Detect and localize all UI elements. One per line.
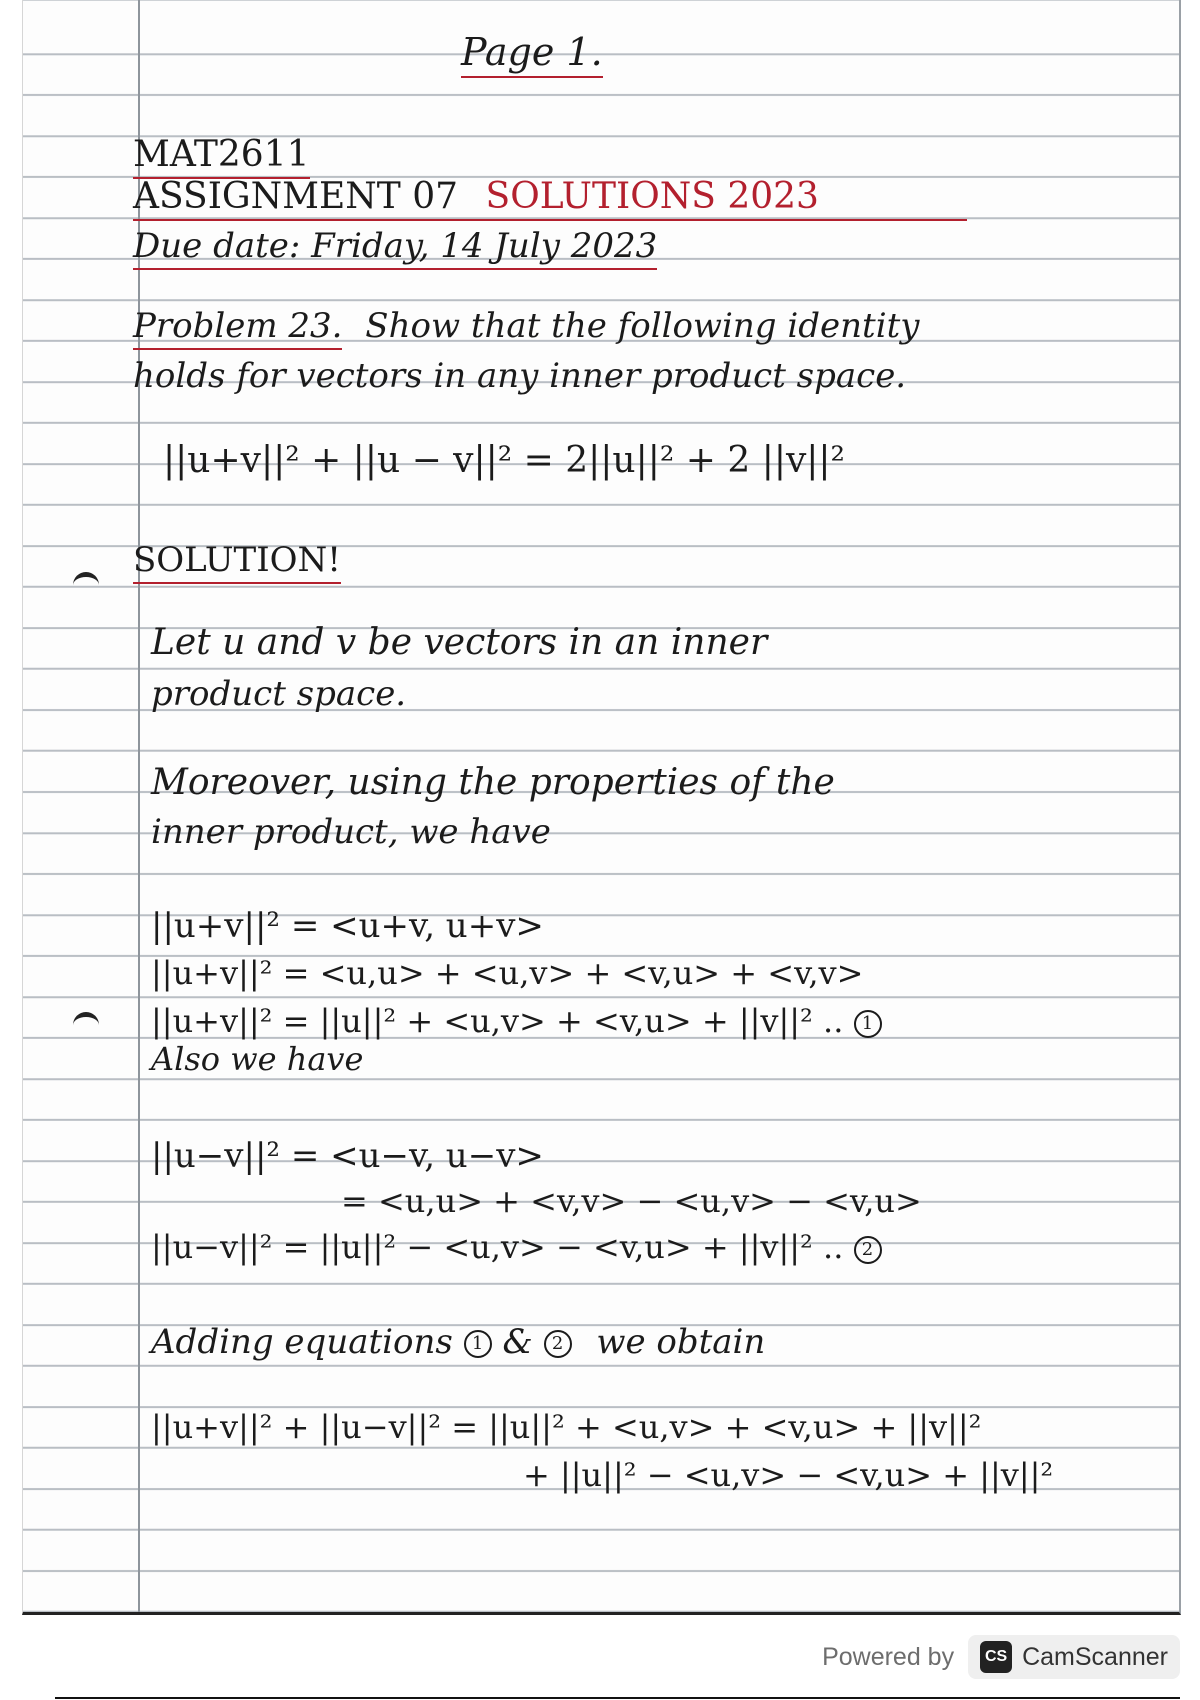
bottom-rule <box>55 1697 1180 1699</box>
binder-hole-mark <box>73 572 99 591</box>
powered-by-text: Powered by <box>822 1642 955 1671</box>
equation-a3 <box>151 1002 882 1040</box>
equation-c2: + ||u||² − <u,v> − <v,u> + ||v||² <box>523 1456 1054 1494</box>
assignment-line <box>133 176 967 221</box>
let-line-1: Let u and v be vectors in an inner <box>151 622 768 663</box>
notebook-page <box>22 0 1181 1615</box>
adding-text: Adding equations <box>151 1322 453 1362</box>
assignment-title: ASSIGNMENT 07 <box>133 176 459 217</box>
adding-obtain: we obtain <box>596 1322 766 1362</box>
equation-b2: = <u,u> + <v,v> − <u,v> − <v,u> <box>341 1182 922 1220</box>
adding-and: & <box>502 1322 533 1362</box>
equation-b3 <box>151 1228 882 1266</box>
binder-hole-mark <box>73 1012 99 1031</box>
moreover-line-1: Moreover, using the properties of the <box>151 762 835 803</box>
page-label: Page 1. <box>461 30 603 78</box>
due-date: Due date: Friday, 14 July 2023 <box>133 226 657 270</box>
equation-b1: ||u−v||² = <u−v, u−v> <box>151 1136 544 1176</box>
equation-c1: ||u+v||² + ||u−v||² = ||u||² + <u,v> + <v,u> + ||v||² <box>151 1408 982 1446</box>
equation-a2: ||u+v||² = <u,u> + <u,v> + <v,u> + <v,v> <box>151 954 864 992</box>
problem-text-1: Show that the following identity <box>365 306 920 346</box>
equation-tag-2: 2 <box>854 1236 882 1264</box>
equation-b3-text: ||u−v||² = ||u||² − <u,v> − <v,u> + ||v||² .. <box>151 1228 844 1266</box>
equation-a3-text: ||u+v||² = ||u||² + <u,v> + <v,u> + ||v||² .. <box>151 1002 844 1040</box>
problem-label: Problem 23. <box>133 306 342 350</box>
equation-tag-1: 1 <box>854 1010 882 1038</box>
adding-line <box>151 1322 765 1362</box>
identity-equation: ||u+v||² + ||u − v||² = 2||u||² + 2 ||v||² <box>163 440 845 481</box>
solution-heading: SOLUTION! <box>133 540 341 584</box>
let-line-2: product space. <box>151 674 407 714</box>
adding-tag-2: 2 <box>544 1330 572 1358</box>
problem-line-1 <box>133 306 919 346</box>
problem-text-2: holds for vectors in any inner product space. <box>133 356 907 396</box>
also-text: Also we have <box>151 1040 364 1078</box>
camscanner-brand: CamScanner <box>1022 1642 1168 1671</box>
moreover-line-2: inner product, we have <box>151 812 551 852</box>
equation-a1: ||u+v||² = <u+v, u+v> <box>151 906 544 946</box>
camscanner-watermark <box>822 1628 1180 1686</box>
camscanner-badge <box>968 1635 1180 1679</box>
camscanner-icon: CS <box>980 1641 1012 1673</box>
course-code: MAT2611 <box>133 134 310 179</box>
solutions-title: SOLUTIONS 2023 <box>485 176 819 217</box>
adding-tag-1: 1 <box>464 1330 492 1358</box>
